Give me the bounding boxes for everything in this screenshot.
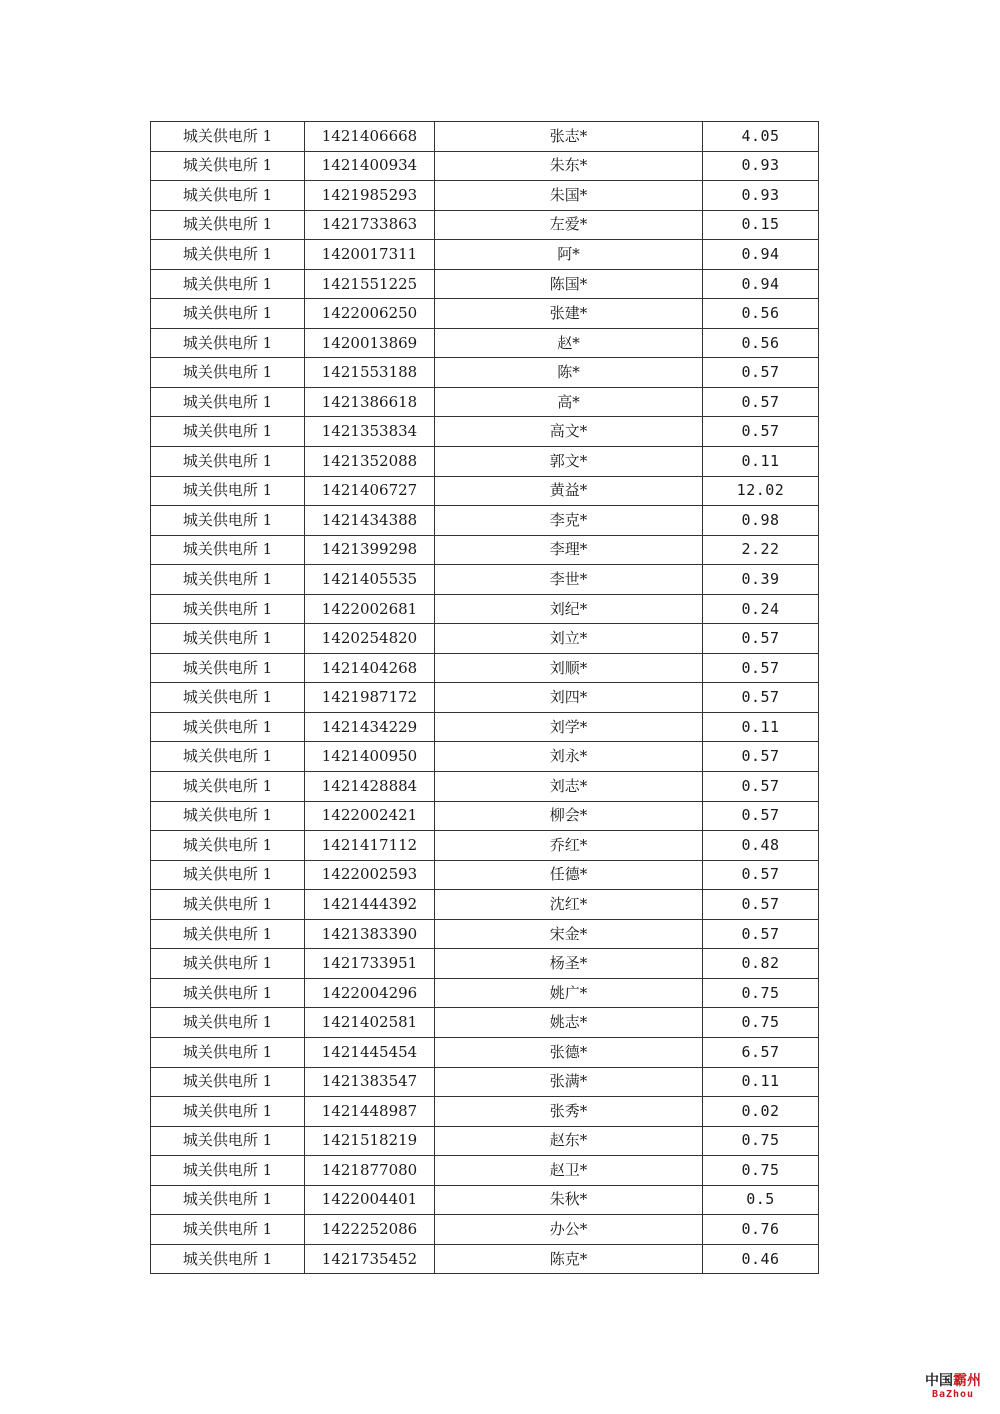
- amount-cell: 0.46: [703, 1244, 819, 1274]
- table-row: [151, 831, 819, 861]
- unit-cell: 城关供电所 1: [151, 594, 305, 624]
- customer-name-cell: 高*: [435, 387, 703, 417]
- table-row: [151, 122, 819, 152]
- account-number-cell: 1421353834: [305, 417, 435, 447]
- account-number-cell: 1422002593: [305, 860, 435, 890]
- customer-name-cell: 柳会*: [435, 801, 703, 831]
- table-body: [151, 122, 819, 1274]
- unit-cell: 城关供电所 1: [151, 890, 305, 920]
- table-row: [151, 1037, 819, 1067]
- amount-cell: 0.75: [703, 1156, 819, 1186]
- account-number-cell: 1421448987: [305, 1097, 435, 1127]
- account-number-cell: 1422002681: [305, 594, 435, 624]
- customer-name-cell: 刘志*: [435, 772, 703, 802]
- amount-cell: 0.57: [703, 772, 819, 802]
- table-row: [151, 772, 819, 802]
- customer-name-cell: 刘立*: [435, 624, 703, 654]
- watermark-title-red: 霸州: [953, 1372, 981, 1389]
- amount-cell: 0.48: [703, 831, 819, 861]
- account-number-cell: 1422006250: [305, 299, 435, 329]
- account-number-cell: 1421405535: [305, 565, 435, 595]
- amount-cell: 0.93: [703, 181, 819, 211]
- unit-cell: 城关供电所 1: [151, 269, 305, 299]
- amount-cell: 0.76: [703, 1215, 819, 1245]
- account-number-cell: 1420017311: [305, 240, 435, 270]
- account-number-cell: 1421733951: [305, 949, 435, 979]
- unit-cell: 城关供电所 1: [151, 949, 305, 979]
- unit-cell: 城关供电所 1: [151, 535, 305, 565]
- customer-name-cell: 郭文*: [435, 447, 703, 477]
- customer-name-cell: 杨圣*: [435, 949, 703, 979]
- unit-cell: 城关供电所 1: [151, 1067, 305, 1097]
- amount-cell: 0.75: [703, 1126, 819, 1156]
- account-number-cell: 1421551225: [305, 269, 435, 299]
- account-number-cell: 1421383390: [305, 919, 435, 949]
- amount-cell: 0.94: [703, 240, 819, 270]
- unit-cell: 城关供电所 1: [151, 1156, 305, 1186]
- customer-name-cell: 赵卫*: [435, 1156, 703, 1186]
- table-row: [151, 210, 819, 240]
- account-number-cell: 1421733863: [305, 210, 435, 240]
- amount-cell: 0.57: [703, 742, 819, 772]
- customer-name-cell: 刘纪*: [435, 594, 703, 624]
- table-row: [151, 712, 819, 742]
- account-number-cell: 1420013869: [305, 328, 435, 358]
- amount-cell: 0.56: [703, 328, 819, 358]
- amount-cell: 0.75: [703, 978, 819, 1008]
- unit-cell: 城关供电所 1: [151, 358, 305, 388]
- customer-name-cell: 任德*: [435, 860, 703, 890]
- unit-cell: 城关供电所 1: [151, 447, 305, 477]
- amount-cell: 12.02: [703, 476, 819, 506]
- customer-name-cell: 刘永*: [435, 742, 703, 772]
- table-row: [151, 624, 819, 654]
- customer-name-cell: 张秀*: [435, 1097, 703, 1127]
- customer-name-cell: 李世*: [435, 565, 703, 595]
- account-number-cell: 1420254820: [305, 624, 435, 654]
- unit-cell: 城关供电所 1: [151, 122, 305, 152]
- account-number-cell: 1421735452: [305, 1244, 435, 1274]
- account-number-cell: 1421400934: [305, 151, 435, 181]
- account-number-cell: 1421553188: [305, 358, 435, 388]
- account-number-cell: 1421428884: [305, 772, 435, 802]
- amount-cell: 0.93: [703, 151, 819, 181]
- unit-cell: 城关供电所 1: [151, 1008, 305, 1038]
- customer-name-cell: 张志*: [435, 122, 703, 152]
- table-row: [151, 299, 819, 329]
- account-number-cell: 1421404268: [305, 653, 435, 683]
- unit-cell: 城关供电所 1: [151, 210, 305, 240]
- table-row: [151, 949, 819, 979]
- unit-cell: 城关供电所 1: [151, 742, 305, 772]
- account-number-cell: 1422004401: [305, 1185, 435, 1215]
- table-row: [151, 1067, 819, 1097]
- account-number-cell: 1422004296: [305, 978, 435, 1008]
- customer-name-cell: 姚志*: [435, 1008, 703, 1038]
- table-row: [151, 447, 819, 477]
- amount-cell: 0.57: [703, 919, 819, 949]
- amount-cell: 0.5: [703, 1185, 819, 1215]
- unit-cell: 城关供电所 1: [151, 772, 305, 802]
- table-row: [151, 919, 819, 949]
- customer-name-cell: 高文*: [435, 417, 703, 447]
- amount-cell: 0.56: [703, 299, 819, 329]
- table-row: [151, 890, 819, 920]
- unit-cell: 城关供电所 1: [151, 240, 305, 270]
- account-number-cell: 1422002421: [305, 801, 435, 831]
- amount-cell: 4.05: [703, 122, 819, 152]
- amount-cell: 0.11: [703, 447, 819, 477]
- table-row: [151, 476, 819, 506]
- amount-cell: 0.57: [703, 417, 819, 447]
- table-row: [151, 860, 819, 890]
- customer-name-cell: 办公*: [435, 1215, 703, 1245]
- customer-name-cell: 朱国*: [435, 181, 703, 211]
- amount-cell: 0.11: [703, 1067, 819, 1097]
- unit-cell: 城关供电所 1: [151, 831, 305, 861]
- unit-cell: 城关供电所 1: [151, 387, 305, 417]
- table-row: [151, 594, 819, 624]
- customer-name-cell: 张满*: [435, 1067, 703, 1097]
- table-row: [151, 1215, 819, 1245]
- amount-cell: 0.57: [703, 653, 819, 683]
- amount-cell: 0.11: [703, 712, 819, 742]
- amount-cell: 0.94: [703, 269, 819, 299]
- unit-cell: 城关供电所 1: [151, 712, 305, 742]
- account-number-cell: 1421518219: [305, 1126, 435, 1156]
- customer-name-cell: 姚广*: [435, 978, 703, 1008]
- amount-cell: 0.02: [703, 1097, 819, 1127]
- unit-cell: 城关供电所 1: [151, 151, 305, 181]
- table-row: [151, 1097, 819, 1127]
- account-number-cell: 1421987172: [305, 683, 435, 713]
- customer-name-cell: 陈克*: [435, 1244, 703, 1274]
- account-number-cell: 1421434388: [305, 506, 435, 536]
- unit-cell: 城关供电所 1: [151, 978, 305, 1008]
- account-number-cell: 1421400950: [305, 742, 435, 772]
- unit-cell: 城关供电所 1: [151, 181, 305, 211]
- table-row: [151, 653, 819, 683]
- table-row: [151, 683, 819, 713]
- customer-name-cell: 张建*: [435, 299, 703, 329]
- unit-cell: 城关供电所 1: [151, 624, 305, 654]
- unit-cell: 城关供电所 1: [151, 299, 305, 329]
- unit-cell: 城关供电所 1: [151, 565, 305, 595]
- amount-cell: 0.39: [703, 565, 819, 595]
- account-number-cell: 1421406727: [305, 476, 435, 506]
- account-number-cell: 1422252086: [305, 1215, 435, 1245]
- unit-cell: 城关供电所 1: [151, 653, 305, 683]
- unit-cell: 城关供电所 1: [151, 860, 305, 890]
- customer-name-cell: 沈红*: [435, 890, 703, 920]
- watermark-title-black: 中国: [925, 1372, 953, 1389]
- site-watermark-logo: [921, 1374, 985, 1400]
- amount-cell: 0.57: [703, 890, 819, 920]
- unit-cell: 城关供电所 1: [151, 683, 305, 713]
- unit-cell: 城关供电所 1: [151, 1244, 305, 1274]
- table-row: [151, 535, 819, 565]
- table-row: [151, 417, 819, 447]
- account-number-cell: 1421352088: [305, 447, 435, 477]
- customer-name-cell: 黄益*: [435, 476, 703, 506]
- table-row: [151, 328, 819, 358]
- table-row: [151, 978, 819, 1008]
- amount-cell: 0.57: [703, 624, 819, 654]
- customer-name-cell: 朱东*: [435, 151, 703, 181]
- account-number-cell: 1421402581: [305, 1008, 435, 1038]
- customer-name-cell: 陈国*: [435, 269, 703, 299]
- amount-cell: 0.57: [703, 860, 819, 890]
- amount-cell: 0.24: [703, 594, 819, 624]
- table-row: [151, 1244, 819, 1274]
- table-row: [151, 181, 819, 211]
- table-row: [151, 742, 819, 772]
- customer-name-cell: 刘学*: [435, 712, 703, 742]
- unit-cell: 城关供电所 1: [151, 1126, 305, 1156]
- amount-cell: 0.15: [703, 210, 819, 240]
- watermark-subtitle: BaZhou: [931, 1389, 975, 1400]
- amount-cell: 2.22: [703, 535, 819, 565]
- unit-cell: 城关供电所 1: [151, 1215, 305, 1245]
- account-number-cell: 1421386618: [305, 387, 435, 417]
- account-number-cell: 1421383547: [305, 1067, 435, 1097]
- table-row: [151, 269, 819, 299]
- table-row: [151, 506, 819, 536]
- table-row: [151, 1185, 819, 1215]
- amount-cell: 0.98: [703, 506, 819, 536]
- account-number-cell: 1421445454: [305, 1037, 435, 1067]
- table-row: [151, 565, 819, 595]
- customer-name-cell: 朱秋*: [435, 1185, 703, 1215]
- unit-cell: 城关供电所 1: [151, 506, 305, 536]
- table-row: [151, 358, 819, 388]
- table-row: [151, 1126, 819, 1156]
- unit-cell: 城关供电所 1: [151, 1097, 305, 1127]
- customer-name-cell: 张德*: [435, 1037, 703, 1067]
- account-number-cell: 1421406668: [305, 122, 435, 152]
- customer-name-cell: 刘四*: [435, 683, 703, 713]
- amount-cell: 0.75: [703, 1008, 819, 1038]
- customer-name-cell: 刘顺*: [435, 653, 703, 683]
- customer-name-cell: 赵东*: [435, 1126, 703, 1156]
- customer-name-cell: 左爱*: [435, 210, 703, 240]
- table-row: [151, 1008, 819, 1038]
- unit-cell: 城关供电所 1: [151, 476, 305, 506]
- table-row: [151, 240, 819, 270]
- account-number-cell: 1421985293: [305, 181, 435, 211]
- amount-cell: 0.57: [703, 683, 819, 713]
- unit-cell: 城关供电所 1: [151, 919, 305, 949]
- unit-cell: 城关供电所 1: [151, 1185, 305, 1215]
- table-row: [151, 1156, 819, 1186]
- table-row: [151, 801, 819, 831]
- customer-name-cell: 阿*: [435, 240, 703, 270]
- account-number-cell: 1421417112: [305, 831, 435, 861]
- unit-cell: 城关供电所 1: [151, 328, 305, 358]
- table-row: [151, 387, 819, 417]
- amount-cell: 0.57: [703, 387, 819, 417]
- amount-cell: 6.57: [703, 1037, 819, 1067]
- unit-cell: 城关供电所 1: [151, 801, 305, 831]
- amount-cell: 0.82: [703, 949, 819, 979]
- unit-cell: 城关供电所 1: [151, 1037, 305, 1067]
- table-row: [151, 151, 819, 181]
- account-number-cell: 1421877080: [305, 1156, 435, 1186]
- customer-name-cell: 陈*: [435, 358, 703, 388]
- account-number-cell: 1421399298: [305, 535, 435, 565]
- account-number-cell: 1421434229: [305, 712, 435, 742]
- customer-name-cell: 乔红*: [435, 831, 703, 861]
- amount-cell: 0.57: [703, 358, 819, 388]
- account-number-cell: 1421444392: [305, 890, 435, 920]
- unit-cell: 城关供电所 1: [151, 417, 305, 447]
- customer-name-cell: 李克*: [435, 506, 703, 536]
- account-table: [150, 121, 819, 1274]
- customer-name-cell: 李理*: [435, 535, 703, 565]
- amount-cell: 0.57: [703, 801, 819, 831]
- watermark-title: [921, 1374, 985, 1389]
- customer-name-cell: 赵*: [435, 328, 703, 358]
- customer-name-cell: 宋金*: [435, 919, 703, 949]
